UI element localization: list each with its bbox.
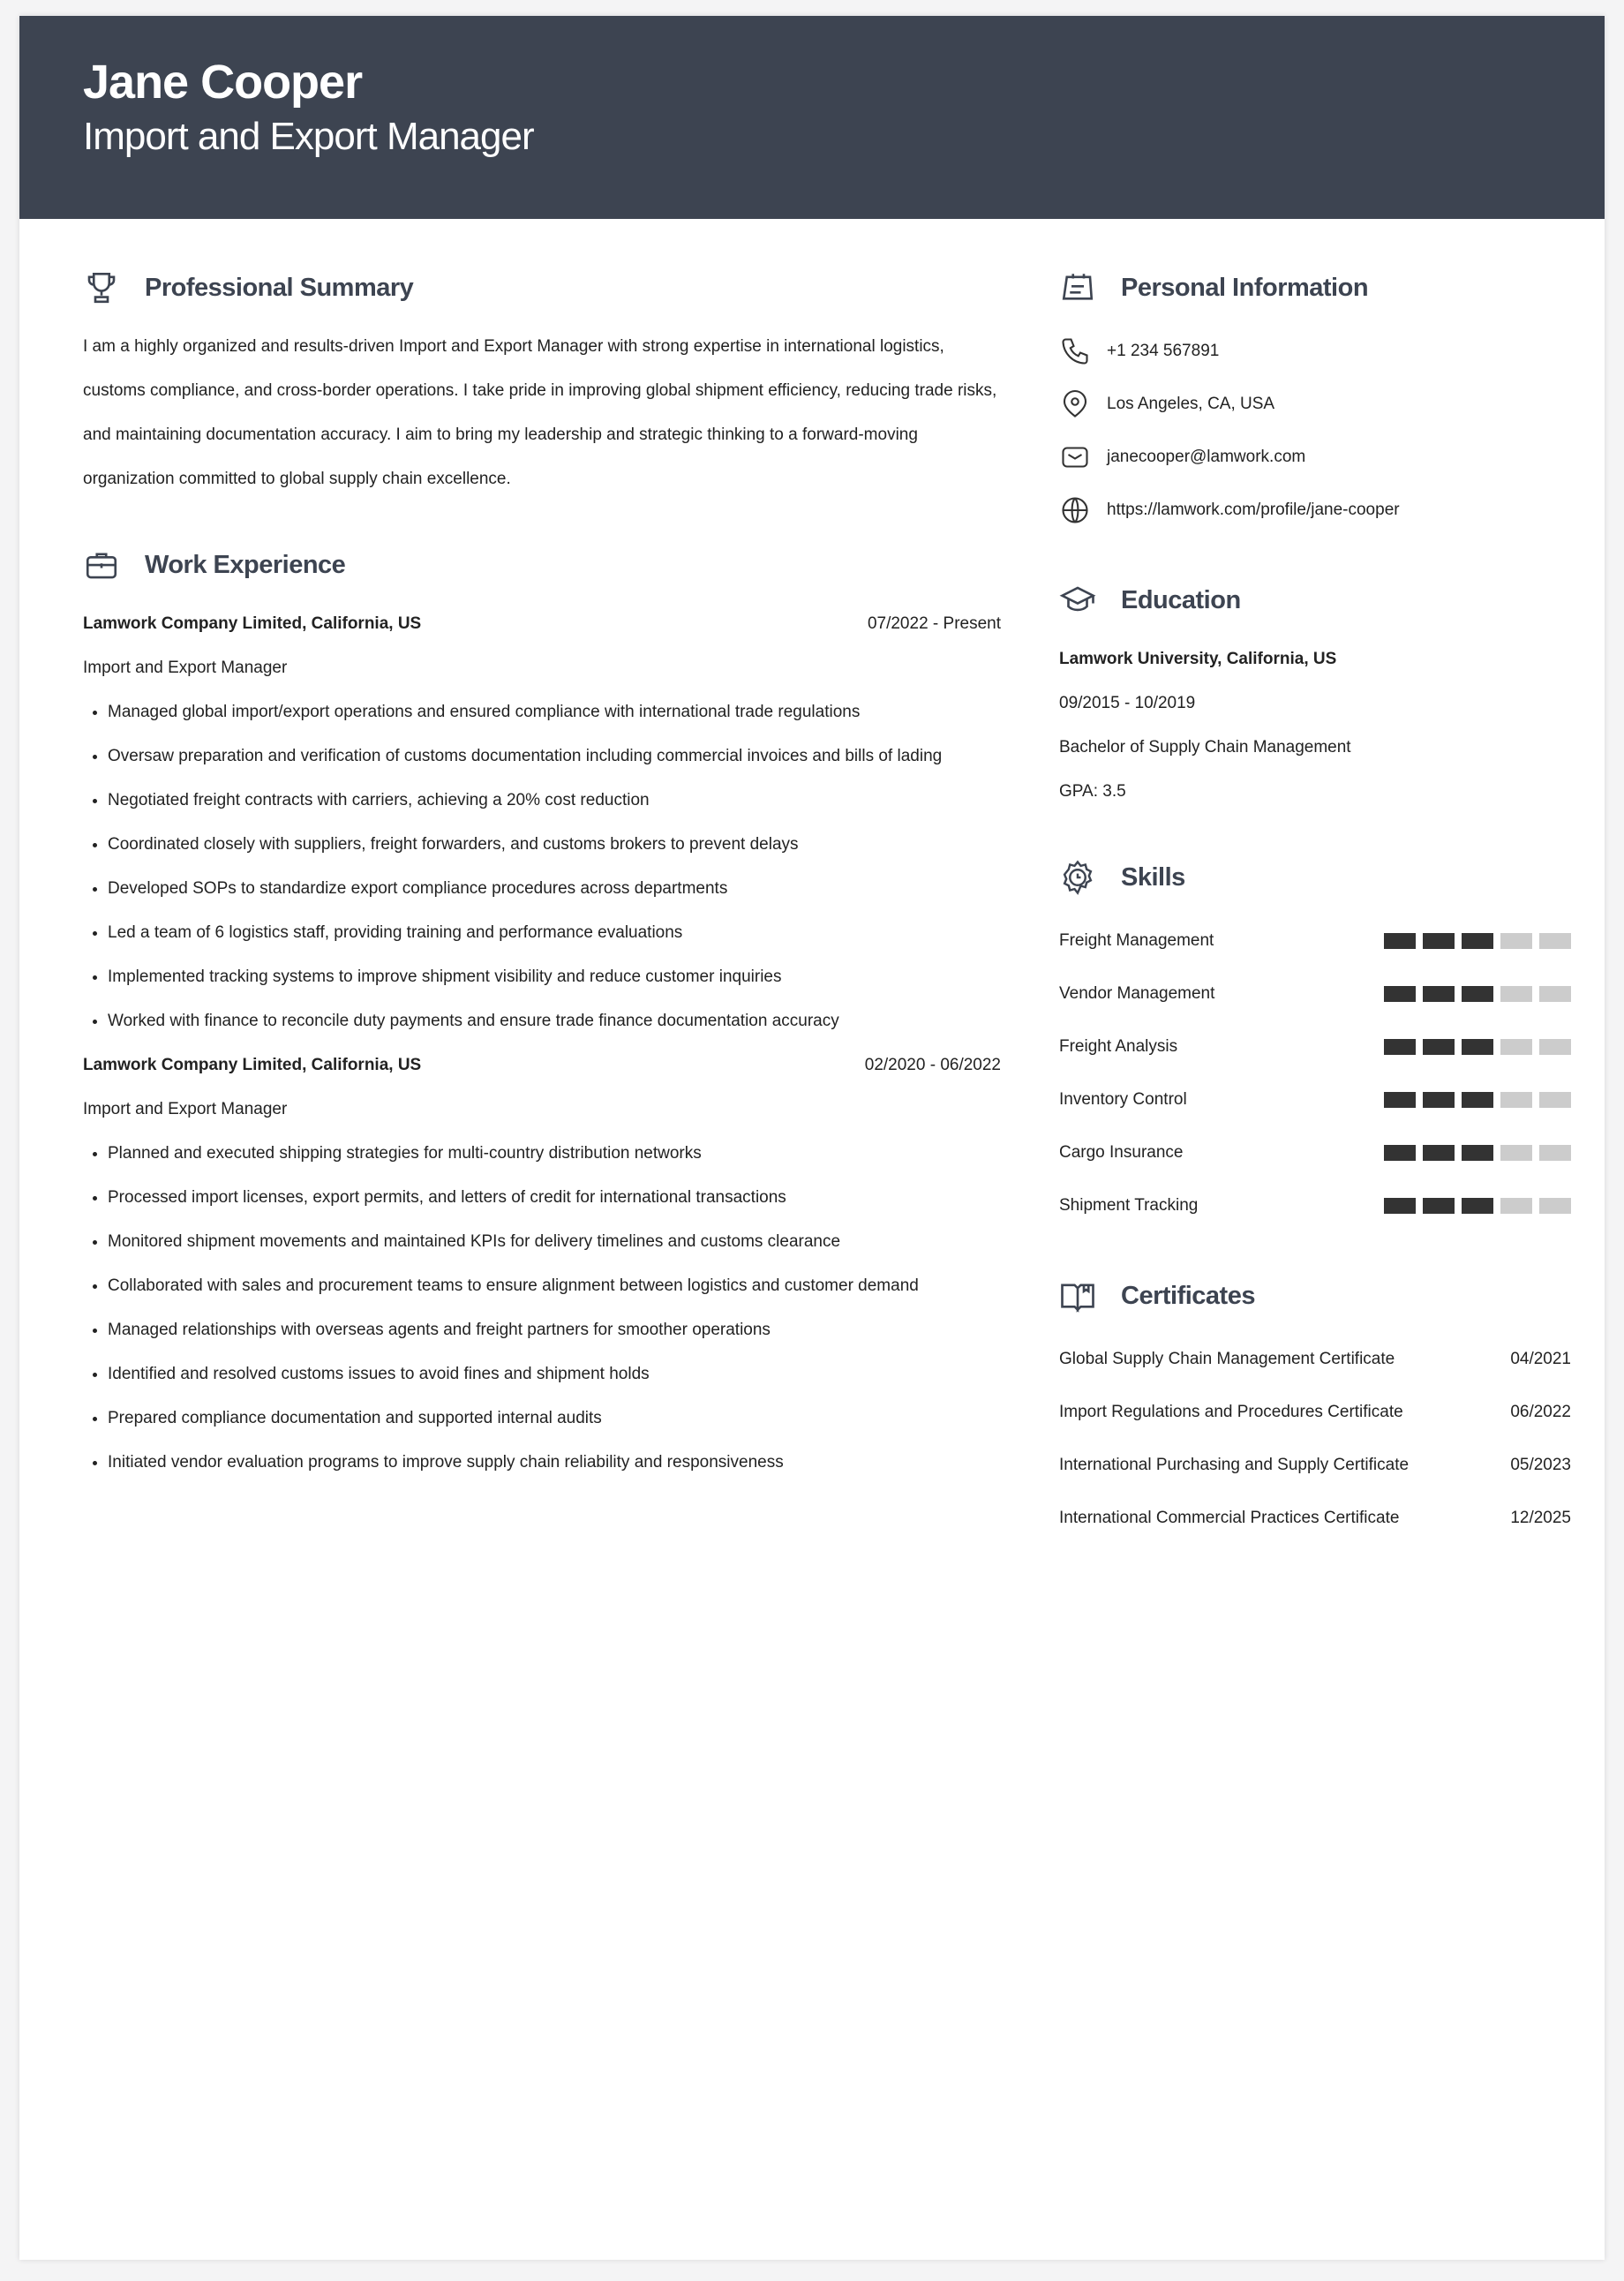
certificates-heading bbox=[1059, 1271, 1571, 1321]
job-bullet: • Collaborated with sales and procurement teams to ensure alignment between logistics and customer demand bbox=[108, 1264, 1001, 1308]
graduation-cap-icon bbox=[1059, 582, 1096, 619]
skill-bar-filled bbox=[1384, 1039, 1416, 1055]
job-bullets bbox=[83, 690, 1001, 1043]
job-bullet: • Coordinated closely with suppliers, freight forwarders, and customs brokers to prevent delays bbox=[108, 823, 1001, 867]
job-role: Import and Export Manager bbox=[83, 659, 288, 677]
skill-name: Freight Analysis bbox=[1059, 1037, 1178, 1056]
website-link[interactable]: https://lamwork.com/profile/jane-cooper bbox=[1107, 501, 1400, 519]
skill-row bbox=[1059, 1073, 1571, 1126]
trophy-icon bbox=[83, 269, 120, 306]
certificate-name: International Purchasing and Supply Certificate bbox=[1059, 1456, 1410, 1474]
skill-bar-empty bbox=[1539, 1145, 1571, 1161]
job-bullet: • Developed SOPs to standardize export compliance procedures across departments bbox=[108, 867, 1001, 911]
skill-bar-filled bbox=[1423, 1039, 1455, 1055]
location-row bbox=[1059, 378, 1571, 431]
gpa: GPA: 3.5 bbox=[1059, 782, 1126, 801]
personal-heading bbox=[1059, 263, 1571, 312]
skill-bar-empty bbox=[1500, 1092, 1532, 1108]
globe-icon bbox=[1059, 494, 1091, 526]
job-bullet: • Negotiated freight contracts with carriers, achieving a 20% cost reduction bbox=[108, 779, 1001, 823]
phone-icon bbox=[1059, 335, 1091, 367]
job-dates: 02/2020 - 06/2022 bbox=[864, 1056, 1001, 1074]
summary-text: I am a highly organized and results-driven Import and Export Manager with strong expertise in international logistics, customs compliance, and cross-border operations. I take pride in improving global shipment efficiency, reducing trade risks, and maintaining documentation accuracy. I aim to bring my leadership and strategic thinking to a forward-moving organization committed to global supply chain excellence. bbox=[83, 337, 997, 488]
certificates-section bbox=[1059, 1271, 1571, 1545]
skill-bar-empty bbox=[1539, 1092, 1571, 1108]
job-bullet: • Initiated vendor evaluation programs to improve supply chain reliability and responsiveness bbox=[108, 1441, 1001, 1485]
personal-section bbox=[1059, 263, 1571, 537]
job-header bbox=[83, 602, 1001, 646]
briefcase-icon bbox=[83, 546, 120, 583]
certificate-date: 06/2022 bbox=[1510, 1403, 1571, 1421]
skill-bar-filled bbox=[1384, 1198, 1416, 1214]
education-heading bbox=[1059, 576, 1571, 625]
mail-icon bbox=[1059, 441, 1091, 473]
job-role: Import and Export Manager bbox=[83, 1100, 288, 1118]
phone-row bbox=[1059, 325, 1571, 378]
certificate-date: 12/2025 bbox=[1510, 1509, 1571, 1527]
skill-name: Vendor Management bbox=[1059, 984, 1215, 1003]
skill-bar-filled bbox=[1462, 1039, 1493, 1055]
skill-row bbox=[1059, 1020, 1571, 1073]
certificate-row bbox=[1059, 1386, 1571, 1439]
skill-bar-empty bbox=[1539, 986, 1571, 1002]
skill-bar-filled bbox=[1384, 986, 1416, 1002]
skill-row bbox=[1059, 915, 1571, 967]
skill-bar-empty bbox=[1500, 986, 1532, 1002]
skill-bar-empty bbox=[1539, 1198, 1571, 1214]
job-dates: 07/2022 - Present bbox=[867, 614, 1001, 633]
skill-row bbox=[1059, 1179, 1571, 1232]
skill-level-bars bbox=[1384, 1092, 1571, 1108]
job-bullet: • Managed relationships with overseas agents and freight partners for smoother operations bbox=[108, 1308, 1001, 1352]
skill-bar-filled bbox=[1462, 1145, 1493, 1161]
skill-bar-filled bbox=[1462, 1198, 1493, 1214]
summary-heading bbox=[83, 263, 1001, 312]
open-book-icon bbox=[1059, 1277, 1096, 1314]
job-bullet: • Implemented tracking systems to improve shipment visibility and reduce customer inquiries bbox=[108, 955, 1001, 999]
school-name: Lamwork University, California, US bbox=[1059, 650, 1337, 668]
skill-name: Inventory Control bbox=[1059, 1090, 1187, 1109]
job-bullet: • Prepared compliance documentation and supported internal audits bbox=[108, 1396, 1001, 1441]
skill-bar-filled bbox=[1384, 1092, 1416, 1108]
website-row bbox=[1059, 484, 1571, 537]
skill-bar-filled bbox=[1462, 933, 1493, 949]
left-column bbox=[83, 263, 1001, 1485]
skill-bar-filled bbox=[1462, 986, 1493, 1002]
email-row bbox=[1059, 431, 1571, 484]
skill-row bbox=[1059, 1126, 1571, 1179]
certificate-name: Global Supply Chain Management Certificate bbox=[1059, 1350, 1395, 1368]
resume-header bbox=[19, 16, 1605, 219]
skill-bar-empty bbox=[1539, 1039, 1571, 1055]
job-bullet: • Monitored shipment movements and maintained KPIs for delivery timelines and customs clearance bbox=[108, 1220, 1001, 1264]
candidate-name: Jane Cooper bbox=[83, 56, 363, 109]
skill-bar-filled bbox=[1384, 1145, 1416, 1161]
skill-bar-empty bbox=[1500, 1145, 1532, 1161]
skill-bar-filled bbox=[1462, 1092, 1493, 1108]
calendar-note-icon bbox=[1059, 269, 1096, 306]
degree: Bachelor of Supply Chain Management bbox=[1059, 738, 1351, 757]
section-title: Work Experience bbox=[145, 550, 346, 579]
education-dates: 09/2015 - 10/2019 bbox=[1059, 694, 1196, 712]
job-bullet: • Led a team of 6 logistics staff, providing training and performance evaluations bbox=[108, 911, 1001, 955]
email-link[interactable]: janecooper@lamwork.com bbox=[1107, 448, 1306, 466]
skill-level-bars bbox=[1384, 933, 1571, 949]
section-title: Education bbox=[1121, 585, 1241, 614]
section-title: Certificates bbox=[1121, 1281, 1255, 1310]
work-heading bbox=[83, 540, 1001, 590]
job-entry bbox=[83, 1043, 1001, 1485]
skill-list bbox=[1059, 915, 1571, 1232]
section-title: Skills bbox=[1121, 862, 1185, 892]
phone-value: +1 234 567891 bbox=[1107, 342, 1220, 360]
right-column bbox=[1059, 263, 1571, 1584]
skill-bar-empty bbox=[1500, 1039, 1532, 1055]
skill-level-bars bbox=[1384, 1145, 1571, 1161]
skills-section bbox=[1059, 853, 1571, 1232]
certificate-list bbox=[1059, 1333, 1571, 1545]
job-bullet: • Identified and resolved customs issues to avoid fines and shipment holds bbox=[108, 1352, 1001, 1396]
skill-name: Cargo Insurance bbox=[1059, 1143, 1184, 1162]
location-value: Los Angeles, CA, USA bbox=[1107, 395, 1275, 413]
candidate-title: Import and Export Manager bbox=[83, 115, 534, 158]
education-section bbox=[1059, 576, 1571, 814]
certificate-row bbox=[1059, 1439, 1571, 1492]
section-title: Personal Information bbox=[1121, 273, 1369, 302]
job-bullet: • Oversaw preparation and verification of customs documentation including commercial invoices and bills of lading bbox=[108, 734, 1001, 779]
skill-name: Shipment Tracking bbox=[1059, 1196, 1199, 1215]
skill-bar-empty bbox=[1500, 1198, 1532, 1214]
skill-name: Freight Management bbox=[1059, 931, 1214, 950]
skills-heading bbox=[1059, 853, 1571, 902]
skill-level-bars bbox=[1384, 1039, 1571, 1055]
certificate-name: Import Regulations and Procedures Certificate bbox=[1059, 1403, 1403, 1421]
skill-bar-empty bbox=[1500, 933, 1532, 949]
certificate-name: International Commercial Practices Certificate bbox=[1059, 1509, 1400, 1527]
job-bullet: • Managed global import/export operations and ensured compliance with international trade regulations bbox=[108, 690, 1001, 734]
job-entry bbox=[83, 602, 1001, 1043]
certificate-date: 05/2023 bbox=[1510, 1456, 1571, 1474]
resume-page bbox=[19, 16, 1605, 2260]
job-header bbox=[83, 1043, 1001, 1088]
certificate-row bbox=[1059, 1333, 1571, 1386]
skill-level-bars bbox=[1384, 986, 1571, 1002]
skill-bar-filled bbox=[1423, 986, 1455, 1002]
job-bullets bbox=[83, 1132, 1001, 1485]
gear-clock-icon bbox=[1059, 859, 1096, 896]
job-bullet: • Processed import licenses, export permits, and letters of credit for international transactions bbox=[108, 1176, 1001, 1220]
skill-bar-filled bbox=[1423, 1145, 1455, 1161]
skill-bar-filled bbox=[1423, 1198, 1455, 1214]
job-company: Lamwork Company Limited, California, US bbox=[83, 614, 422, 633]
job-bullet: • Worked with finance to reconcile duty payments and ensure trade finance documentation accuracy bbox=[108, 999, 1001, 1043]
certificate-row bbox=[1059, 1492, 1571, 1545]
skill-bar-empty bbox=[1539, 933, 1571, 949]
skill-bar-filled bbox=[1423, 1092, 1455, 1108]
job-company: Lamwork Company Limited, California, US bbox=[83, 1056, 422, 1074]
location-pin-icon bbox=[1059, 388, 1091, 420]
job-list bbox=[83, 602, 1001, 1485]
section-title: Professional Summary bbox=[145, 273, 414, 302]
skill-bar-filled bbox=[1384, 933, 1416, 949]
skill-level-bars bbox=[1384, 1198, 1571, 1214]
skill-bar-filled bbox=[1423, 933, 1455, 949]
skill-row bbox=[1059, 967, 1571, 1020]
job-bullet: • Planned and executed shipping strategies for multi-country distribution networks bbox=[108, 1132, 1001, 1176]
certificate-date: 04/2021 bbox=[1510, 1350, 1571, 1368]
